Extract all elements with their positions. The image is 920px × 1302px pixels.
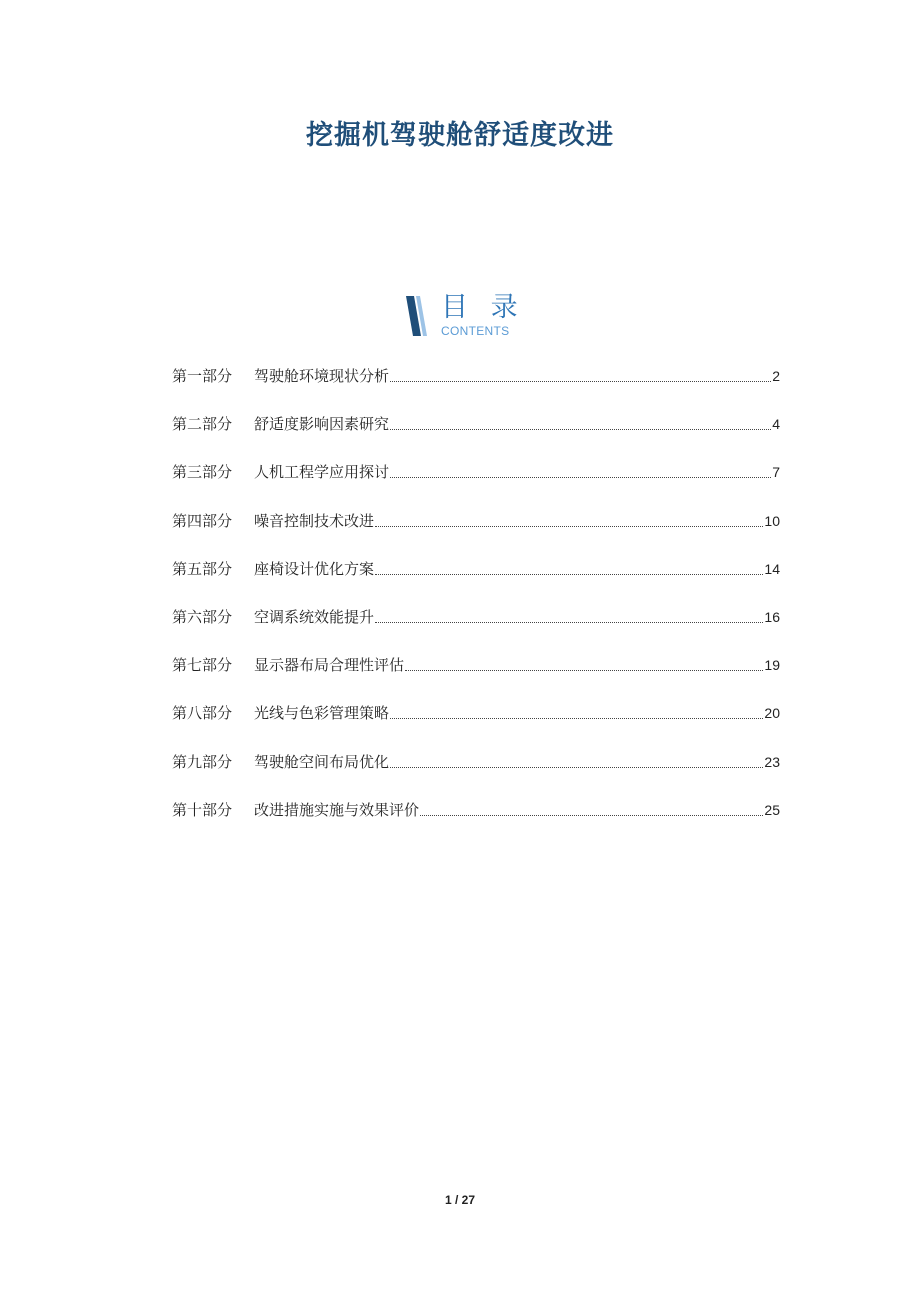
toc-entry-title: 驾驶舱空间布局优化 xyxy=(254,752,390,771)
toc-subheading: CONTENTS xyxy=(441,324,510,338)
toc-dot-leader xyxy=(375,555,763,575)
toc-entry-page: 14 xyxy=(764,560,780,577)
toc-entry[interactable] xyxy=(172,603,780,651)
table-of-contents xyxy=(172,362,780,844)
toc-entry[interactable] xyxy=(172,410,780,458)
toc-dot-leader xyxy=(390,410,771,430)
toc-dot-leader xyxy=(420,796,763,816)
toc-entry-title: 显示器布局合理性评估 xyxy=(254,656,405,675)
toc-entry[interactable] xyxy=(172,555,780,603)
toc-entry-part: 第八部分 xyxy=(172,704,233,723)
toc-header xyxy=(404,292,544,340)
toc-entry[interactable] xyxy=(172,458,780,506)
toc-heading: 目 录 xyxy=(441,292,525,323)
page-number: 1 / 27 xyxy=(444,1193,476,1207)
toc-entry[interactable] xyxy=(172,651,780,699)
toc-dot-leader xyxy=(390,699,763,719)
document-title: 挖掘机驾驶舱舒适度改进 xyxy=(306,120,614,151)
toc-entry-title: 噪音控制技术改进 xyxy=(254,511,375,530)
toc-entry-part: 第二部分 xyxy=(172,415,233,434)
toc-entry-part: 第十部分 xyxy=(172,800,233,819)
toc-entry-part: 第三部分 xyxy=(172,463,233,482)
contents-logo-icon xyxy=(404,294,434,338)
toc-entry-title: 舒适度影响因素研究 xyxy=(254,415,390,434)
toc-entry-page: 25 xyxy=(764,801,780,818)
toc-entry[interactable] xyxy=(172,699,780,747)
toc-entry-part: 第七部分 xyxy=(172,656,233,675)
toc-entry-page: 7 xyxy=(772,464,780,481)
toc-entry-title: 改进措施实施与效果评价 xyxy=(254,800,420,819)
toc-dot-leader xyxy=(390,458,771,478)
toc-entry-part: 第五部分 xyxy=(172,559,233,578)
toc-entry-title: 驾驶舱环境现状分析 xyxy=(254,367,390,385)
toc-entry-page: 20 xyxy=(764,705,780,722)
toc-entry[interactable] xyxy=(172,507,780,555)
toc-dot-leader xyxy=(390,748,763,768)
toc-entry[interactable] xyxy=(172,796,780,844)
toc-entry-part: 第六部分 xyxy=(172,607,233,626)
toc-dot-leader xyxy=(375,507,763,527)
toc-entry-title: 人机工程学应用探讨 xyxy=(254,463,390,482)
toc-entry[interactable] xyxy=(172,748,780,796)
toc-entry-title: 光线与色彩管理策略 xyxy=(254,704,390,723)
toc-entry-part: 第一部分 xyxy=(172,367,233,385)
toc-entry-page: 2 xyxy=(772,368,780,384)
toc-entry-page: 16 xyxy=(764,608,780,625)
toc-entry-title: 座椅设计优化方案 xyxy=(254,559,375,578)
toc-dot-leader xyxy=(375,603,763,623)
toc-entry-page: 23 xyxy=(764,753,780,770)
toc-entry-page: 10 xyxy=(764,512,780,529)
toc-dot-leader xyxy=(405,651,763,671)
toc-entry[interactable] xyxy=(172,362,780,410)
toc-entry-page: 19 xyxy=(764,657,780,674)
toc-entry-page: 4 xyxy=(772,416,780,433)
toc-dot-leader xyxy=(390,362,771,382)
toc-entry-title: 空调系统效能提升 xyxy=(254,607,375,626)
toc-entry-part: 第九部分 xyxy=(172,752,233,771)
toc-entry-part: 第四部分 xyxy=(172,511,233,530)
